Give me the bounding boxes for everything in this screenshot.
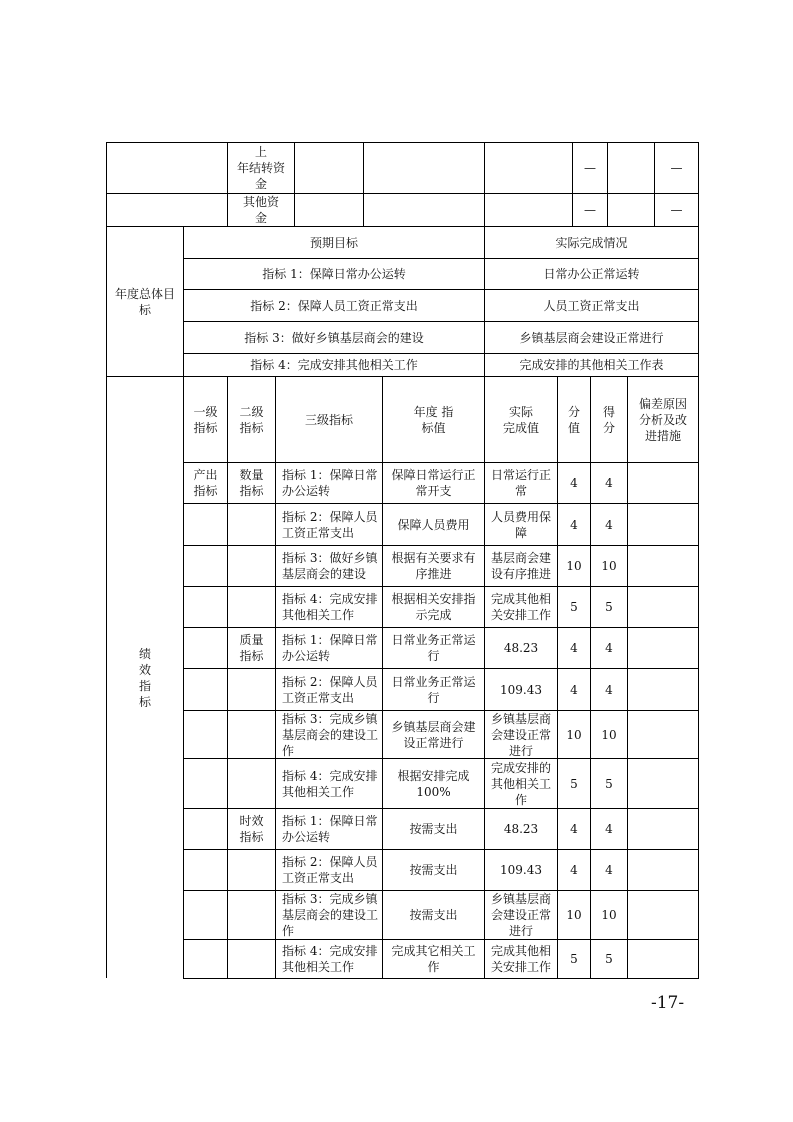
perf-level1-cell: [183, 627, 228, 669]
perf-deviation-cell: [627, 545, 699, 587]
perf-header-deviation: 偏差原因 分析及改 进措施: [627, 376, 699, 463]
perf-annual-cell: 完成其它相关工 作: [382, 939, 485, 979]
goal-actual-2: 人员工资正常支出: [484, 289, 699, 322]
perf-got-cell: 10: [590, 710, 628, 759]
perf-annual-cell: 日常业务正常运 行: [382, 627, 485, 669]
perf-header-level2: 二级 指标: [227, 376, 276, 463]
perf-deviation-cell: [627, 758, 699, 809]
funding-row-1-blank: [106, 142, 228, 194]
perf-header-level3: 三级指标: [275, 376, 383, 463]
goal-expected-3: 指标 3：做好乡镇基层商会的建设: [183, 321, 485, 354]
perf-deviation-cell: [627, 462, 699, 504]
perf-score-cell: 4: [557, 808, 591, 850]
perf-actual-cell: 人员费用保 障: [484, 503, 558, 546]
perf-level1-cell: [183, 849, 228, 891]
perf-score-cell: 5: [557, 586, 591, 628]
perf-deviation-cell: [627, 890, 699, 940]
perf-got-cell: 4: [590, 462, 628, 504]
perf-actual-cell: 完成其他相 关安排工作: [484, 939, 558, 979]
perf-got-cell: 10: [590, 890, 628, 940]
annual-goals-header-expected: 预期目标: [183, 226, 485, 259]
perf-score-cell: 10: [557, 710, 591, 759]
perf-actual-cell: 乡镇基层商 会建设正常 进行: [484, 710, 558, 759]
perf-level2-cell: [227, 668, 276, 711]
perf-got-cell: 4: [590, 849, 628, 891]
funding-row-2-label: 其他资 金: [227, 193, 295, 227]
perf-score-cell: 4: [557, 627, 591, 669]
perf-got-cell: 4: [590, 808, 628, 850]
perf-actual-cell: 109.43: [484, 668, 558, 711]
perf-annual-cell: 保障日常运行正 常开支: [382, 462, 485, 504]
funding-row-1-cell: [363, 142, 485, 194]
perf-level2-cell: [227, 710, 276, 759]
goal-expected-2: 指标 2：保障人员工资正常支出: [183, 289, 485, 322]
perf-got-cell: 10: [590, 545, 628, 587]
perf-actual-cell: 基层商会建 设有序推进: [484, 545, 558, 587]
perf-actual-cell: 乡镇基层商 会建设正常 进行: [484, 890, 558, 940]
perf-level2-cell: [227, 939, 276, 979]
perf-score-cell: 4: [557, 503, 591, 546]
goal-expected-1: 指标 1：保障日常办公运转: [183, 258, 485, 290]
perf-level1-cell: [183, 890, 228, 940]
perf-deviation-cell: [627, 710, 699, 759]
funding-row-1-cell: [484, 142, 573, 194]
perf-level2-cell: [227, 545, 276, 587]
perf-actual-cell: 完成安排的 其他相关工 作: [484, 758, 558, 809]
perf-header-level1: 一级 指标: [183, 376, 228, 463]
perf-level2-cell: [227, 849, 276, 891]
perf-annual-cell: 按需支出: [382, 890, 485, 940]
perf-level1-cell: [183, 808, 228, 850]
perf-actual-cell: 完成其他相 关安排工作: [484, 586, 558, 628]
perf-level3-cell: 指标 4：完成安排 其他相关工作: [275, 586, 383, 628]
perf-annual-cell: 根据相关安排指 示完成: [382, 586, 485, 628]
perf-header-annual-value: 年度 指 标值: [382, 376, 485, 463]
page-number: -17-: [651, 993, 685, 1013]
funding-row-1-cell: [607, 142, 655, 194]
annual-goals-header-actual: 实际完成情况: [484, 226, 699, 259]
perf-level2-cell: [227, 758, 276, 809]
funding-row-2-dash: —: [572, 193, 608, 227]
perf-actual-cell: 48.23: [484, 627, 558, 669]
goal-actual-1: 日常办公正常运转: [484, 258, 699, 290]
perf-level1-cell: 产出 指标: [183, 462, 228, 504]
perf-actual-cell: 48.23: [484, 808, 558, 850]
perf-got-cell: 5: [590, 939, 628, 979]
perf-deviation-cell: [627, 939, 699, 979]
perf-level1-cell: [183, 586, 228, 628]
perf-got-cell: 4: [590, 668, 628, 711]
funding-row-2-cell: [363, 193, 485, 227]
perf-level3-cell: 指标 1：保障日常 办公运转: [275, 627, 383, 669]
funding-row-1-label: 上 年结转资 金: [227, 142, 295, 194]
perf-level2-cell: [227, 890, 276, 940]
perf-level2-cell: [227, 503, 276, 546]
goal-actual-3: 乡镇基层商会建设正常进行: [484, 321, 699, 354]
performance-section-label: 绩 效 指 标: [106, 376, 184, 978]
perf-deviation-cell: [627, 849, 699, 891]
perf-level1-cell: [183, 545, 228, 587]
perf-level3-cell: 指标 1：保障日常 办公运转: [275, 462, 383, 504]
perf-score-cell: 4: [557, 849, 591, 891]
perf-level3-cell: 指标 3：做好乡镇 基层商会的建设: [275, 545, 383, 587]
funding-row-2-cell: [484, 193, 573, 227]
perf-level1-cell: [183, 758, 228, 809]
goal-expected-4: 指标 4：完成安排其他相关工作: [183, 353, 485, 377]
perf-got-cell: 5: [590, 586, 628, 628]
perf-header-actual-value: 实际 完成值: [484, 376, 558, 463]
perf-deviation-cell: [627, 503, 699, 546]
perf-got-cell: 4: [590, 503, 628, 546]
funding-row-2-blank: [106, 193, 228, 227]
perf-got-cell: 5: [590, 758, 628, 809]
perf-deviation-cell: [627, 586, 699, 628]
perf-level2-cell: 时效 指标: [227, 808, 276, 850]
perf-score-cell: 5: [557, 758, 591, 809]
perf-level2-cell: 数量 指标: [227, 462, 276, 504]
perf-score-cell: 10: [557, 545, 591, 587]
perf-annual-cell: 按需支出: [382, 808, 485, 850]
perf-deviation-cell: [627, 627, 699, 669]
funding-row-2-cell: [607, 193, 655, 227]
perf-score-cell: 4: [557, 462, 591, 504]
perf-level3-cell: 指标 3：完成乡镇 基层商会的建设工 作: [275, 710, 383, 759]
perf-header-score: 分 值: [557, 376, 591, 463]
perf-annual-cell: 保障人员费用: [382, 503, 485, 546]
perf-level3-cell: 指标 4：完成安排 其他相关工作: [275, 939, 383, 979]
annual-goals-label: 年度总体目 标: [106, 226, 184, 377]
perf-level3-cell: 指标 2：保障人员 工资正常支出: [275, 668, 383, 711]
perf-level3-cell: 指标 2：保障人员 工资正常支出: [275, 849, 383, 891]
perf-level3-cell: 指标 4：完成安排 其他相关工作: [275, 758, 383, 809]
perf-deviation-cell: [627, 808, 699, 850]
perf-score-cell: 10: [557, 890, 591, 940]
perf-score-cell: 4: [557, 668, 591, 711]
perf-level1-cell: [183, 503, 228, 546]
perf-level3-cell: 指标 3：完成乡镇 基层商会的建设工 作: [275, 890, 383, 940]
perf-annual-cell: 乡镇基层商会建 设正常进行: [382, 710, 485, 759]
funding-row-2-dash: —: [654, 193, 699, 227]
perf-level1-cell: [183, 939, 228, 979]
funding-row-1-dash: —: [654, 142, 699, 194]
perf-score-cell: 5: [557, 939, 591, 979]
perf-level2-cell: 质量 指标: [227, 627, 276, 669]
perf-level1-cell: [183, 710, 228, 759]
perf-deviation-cell: [627, 668, 699, 711]
perf-level3-cell: 指标 1：保障日常 办公运转: [275, 808, 383, 850]
perf-header-got: 得 分: [590, 376, 628, 463]
goal-actual-4: 完成安排的其他相关工作表: [484, 353, 699, 377]
perf-annual-cell: 根据安排完成 100%: [382, 758, 485, 809]
funding-row-2-cell: [294, 193, 364, 227]
perf-got-cell: 4: [590, 627, 628, 669]
perf-annual-cell: 按需支出: [382, 849, 485, 891]
perf-level2-cell: [227, 586, 276, 628]
perf-actual-cell: 日常运行正 常: [484, 462, 558, 504]
funding-row-1-cell: [294, 142, 364, 194]
perf-level3-cell: 指标 2：保障人员 工资正常支出: [275, 503, 383, 546]
perf-actual-cell: 109.43: [484, 849, 558, 891]
funding-row-1-dash: —: [572, 142, 608, 194]
perf-annual-cell: 根据有关要求有 序推进: [382, 545, 485, 587]
perf-level1-cell: [183, 668, 228, 711]
perf-annual-cell: 日常业务正常运 行: [382, 668, 485, 711]
